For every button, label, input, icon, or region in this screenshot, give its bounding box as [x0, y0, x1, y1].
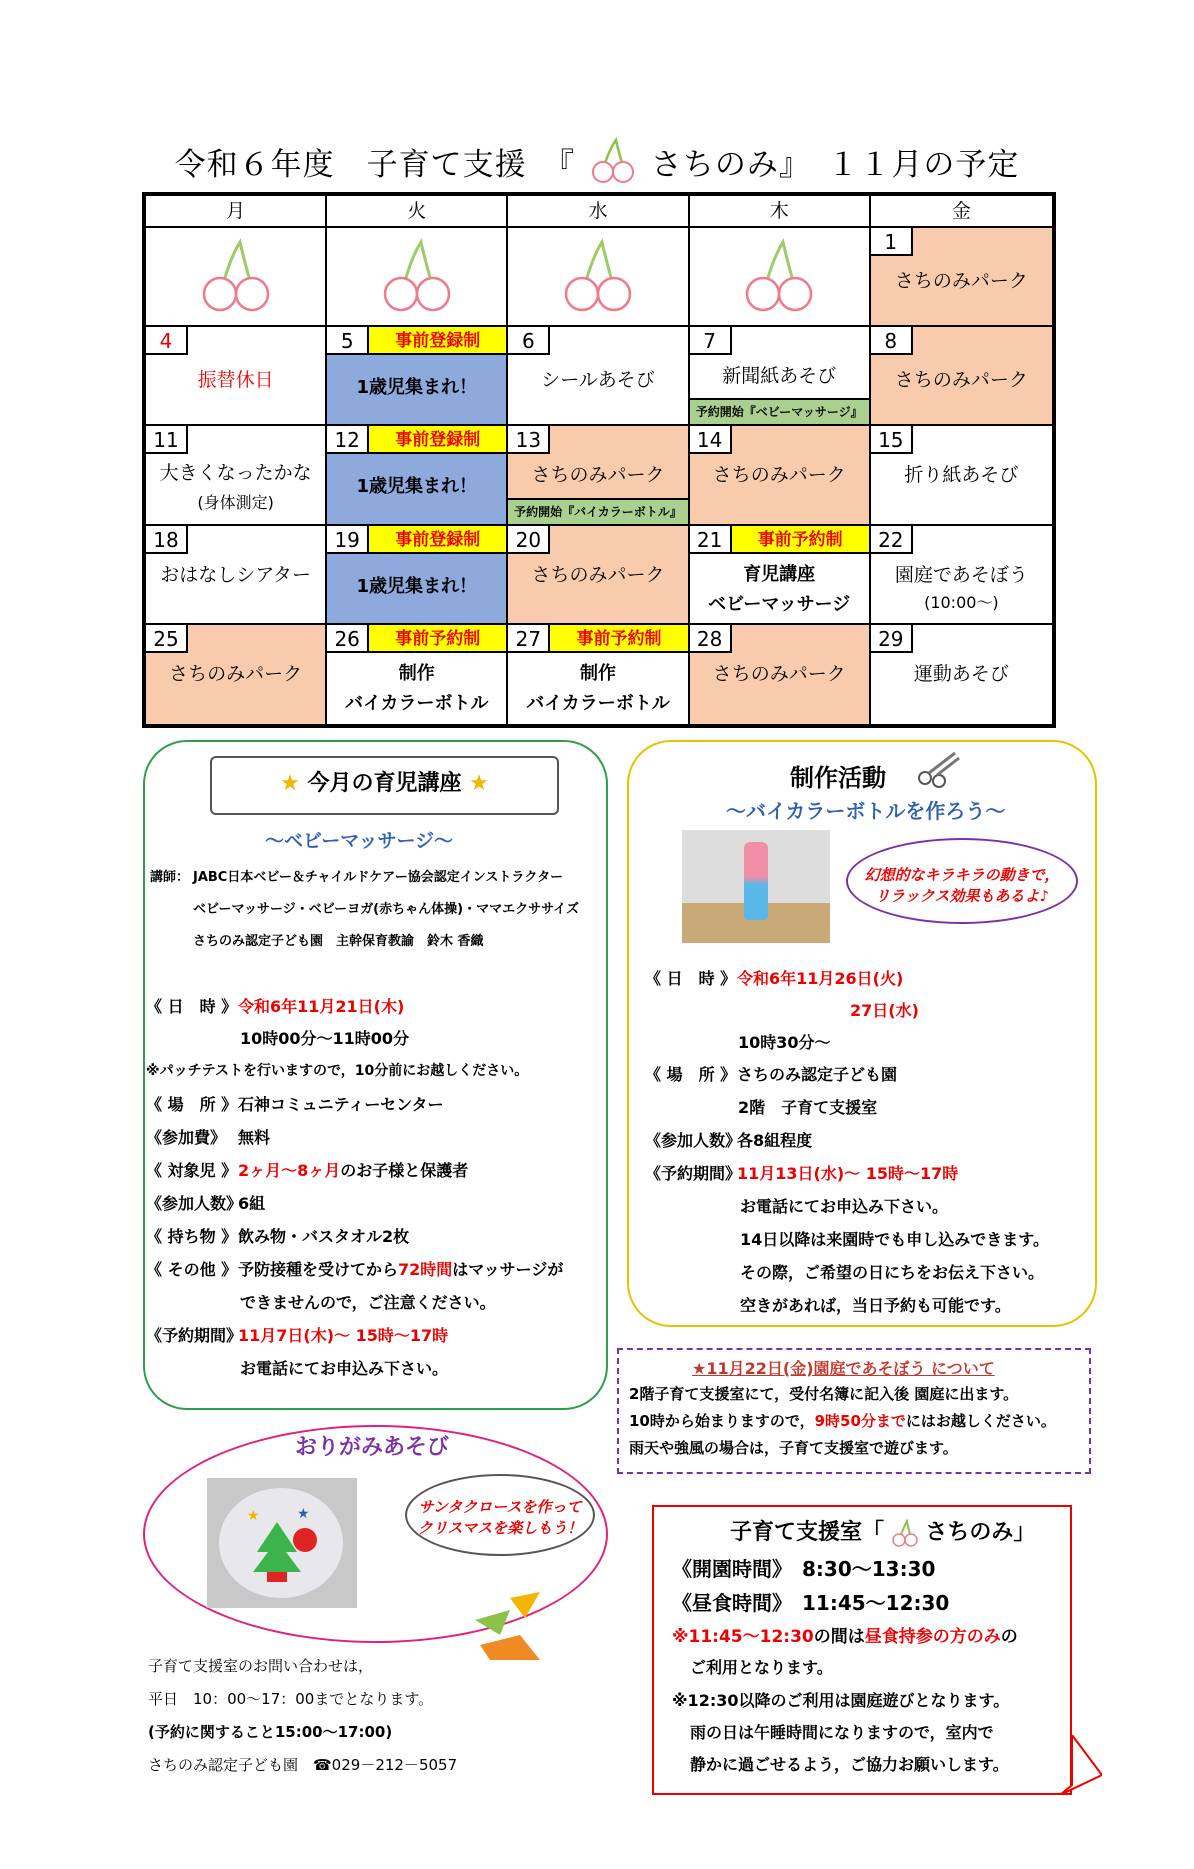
day-number: 18 [146, 526, 188, 554]
title-left: 令和６年度 子育て支援 『 [174, 146, 576, 183]
star-icon: ★ [280, 771, 300, 796]
registration-tag: 事前登録制 [369, 426, 506, 454]
event-label: 園庭であそぼう [894, 563, 1028, 586]
field-label: 《 その他 》 [146, 1260, 238, 1279]
day-number: 22 [871, 526, 913, 554]
day-number: 20 [508, 526, 550, 554]
cherry-icon [590, 136, 636, 186]
cherry-icon [377, 236, 457, 316]
event-label: 新聞紙あそび [722, 365, 837, 388]
field-label: 《参加費》 [146, 1128, 227, 1147]
lecture-subtitle: ～ベビーマッサージ～ [265, 830, 454, 852]
field-label: 《 日 時 》 [146, 997, 238, 1016]
field-label: 《 日 時 》 [645, 969, 737, 988]
instructor-line: さちのみ認定子ども園 主幹保育教諭 鈴木 香織 [193, 934, 484, 949]
lecture-reserve-2: お電話にてお申込み下さい。 [240, 1359, 449, 1378]
lecture-count: 6組 [238, 1194, 266, 1213]
christmas-tree-icon [237, 1500, 327, 1590]
registration-tag: 事前登録制 [369, 327, 506, 355]
event-label: シールあそび [541, 369, 655, 392]
room-note-1b: ご利用となります。 [690, 1658, 833, 1677]
room-title [730, 1515, 1035, 1547]
lecture-heading: 今月の育児講座 [307, 771, 462, 796]
calendar-cell [690, 327, 871, 426]
lecture-fee: 無料 [238, 1128, 271, 1147]
contact-line: 平日 10：00～17：00までとなります。 [148, 1690, 434, 1708]
weekday-fri: 金 [871, 196, 1052, 228]
field-label: 《予約期間》 [645, 1164, 742, 1183]
event-label: 大きくなったかな [159, 462, 312, 485]
lecture-time: 10時00分～11時00分 [240, 1029, 410, 1048]
event-label: 運動あそび [913, 662, 1009, 685]
calendar-cell [690, 426, 871, 525]
lecture-note: ※パッチテストを行いますので，10分前にお越しください。 [146, 1063, 529, 1079]
event-label: 1歳児集まれ！ [356, 575, 478, 597]
lecture-date-row [146, 994, 404, 1017]
svg-text:★: ★ [297, 1506, 310, 1522]
garden-line: 2階子育て支援室にて，受付名簿に記入後 園庭に出ます。 [629, 1385, 1019, 1403]
event-label: さちのみパーク [894, 270, 1028, 292]
calendar-cell-empty [690, 228, 871, 327]
reservation-tag: 事前予約制 [732, 526, 869, 554]
title-right: さちのみ』 １１月の予定 [650, 146, 1020, 183]
room-note-2: ※12:30以降のご利用は園庭遊びとなります。 [672, 1691, 1010, 1710]
event-label: さちのみパーク [894, 369, 1028, 392]
lecture-place: 石神コミュニティーセンター [238, 1095, 444, 1114]
calendar-cell [871, 228, 1052, 327]
field-label: 《 対象児 》 [146, 1161, 238, 1180]
page-title [0, 136, 1194, 186]
day-number: 28 [690, 625, 732, 653]
craft-place-2: 2階 子育て支援室 [738, 1098, 878, 1117]
day-number: 25 [146, 625, 188, 653]
field-label: 《予約期間》 [146, 1326, 243, 1345]
room-note-time: ※11:45～12:30 [672, 1627, 814, 1647]
craft-place: さちのみ認定子ども園 [737, 1065, 898, 1084]
event-sublabel: バイカラーボトル [526, 692, 670, 714]
event-sublabel: ベビーマッサージ [708, 593, 851, 615]
craft-line: 空きがあれば，当日予約も可能です。 [740, 1296, 1011, 1315]
event-label: 振替休日 [197, 369, 274, 392]
event-label: 1歳児集まれ！ [356, 377, 478, 399]
contact-line: (予約に関すること15:00～17:00) [148, 1723, 393, 1741]
cherry-icon [739, 236, 819, 316]
calendar-cell [871, 625, 1052, 724]
event-label: 1歳児集まれ！ [356, 476, 478, 498]
calendar-cell [690, 526, 871, 625]
craft-count: 各8組程度 [737, 1131, 813, 1150]
lecture-reserve: 11月7日(木)～ 15時～17時 [238, 1326, 449, 1345]
craft-line: 14日以降は来園時でも申し込みできます。 [740, 1230, 1049, 1249]
room-lunch-hours: 《昼食時間》 11:45～12:30 [672, 1591, 950, 1615]
calendar-cell [146, 426, 327, 525]
calendar-cell-empty [327, 228, 508, 327]
field-label: 《 持ち物 》 [146, 1227, 238, 1246]
cherry-icon [196, 236, 276, 316]
garden-line-time: 9時50分まで [814, 1412, 906, 1430]
calendar-cell [327, 625, 508, 724]
field-label: 《参加人数》 [645, 1131, 742, 1150]
event-label: さちのみパーク [712, 464, 846, 487]
calendar-cell [327, 426, 508, 525]
day-number: 29 [871, 625, 913, 653]
day-number: 1 [871, 228, 913, 256]
calendar-cell [146, 625, 327, 724]
garden-line: 雨天や強風の場合は，子育て支援室で遊びます。 [629, 1439, 958, 1457]
day-number: 7 [690, 327, 732, 355]
lecture-bring: 飲み物・バスタオル2枚 [238, 1227, 410, 1246]
craft-time: 10時30分～ [738, 1033, 831, 1052]
day-number: 11 [146, 426, 188, 454]
field-label: 《 場 所 》 [146, 1095, 238, 1114]
craft-date-row [645, 966, 903, 989]
room-note-4: 静かに過ごせるよう，ご協力お願いします。 [690, 1755, 1009, 1774]
lecture-other: 予防接種を受けてから [238, 1260, 399, 1279]
reservation-tag: 事前予約制 [369, 625, 506, 653]
calendar-cell-empty [146, 228, 327, 327]
day-number: 8 [871, 327, 913, 355]
craft-heading: 制作活動 [790, 764, 886, 792]
craft-reserve: 11月13日(水)～ 15時～17時 [737, 1164, 959, 1183]
garden-line [629, 1410, 1056, 1431]
instructor-line: JABC日本ベビー＆チャイルドケアー協会認定インストラクター [193, 870, 564, 885]
day-number: 26 [327, 625, 369, 653]
day-number: 6 [508, 327, 550, 355]
day-number: 27 [508, 625, 550, 653]
contact-phone: さちのみ認定子ども園 ☎029－212－5057 [148, 1756, 458, 1774]
lecture-date: 令和6年11月21日(木) [238, 997, 405, 1016]
cherry-icon [892, 1519, 918, 1547]
calendar-cell [146, 526, 327, 625]
event-label: おはなしシアター [160, 563, 311, 586]
event-label: 制作 [398, 662, 435, 684]
lecture-target: のお子様と保護者 [340, 1161, 469, 1180]
page-curl-icon [1060, 1735, 1102, 1795]
calendar-cell [327, 526, 508, 625]
weekday-thu: 木 [690, 196, 871, 228]
garden-heading: ★11月22日(金)園庭であそぼう について [692, 1359, 995, 1378]
calendar-cell [508, 526, 689, 625]
room-note-lunch: 昼食持参の方のみ [864, 1627, 1001, 1647]
calendar-cell [871, 327, 1052, 426]
craft-line: その際，ご希望の日にちをお伝え下さい。 [740, 1263, 1045, 1282]
craft-place-row [645, 1062, 897, 1085]
calendar-cell [508, 625, 689, 724]
calendar-cell [871, 426, 1052, 525]
calendar-cell [508, 327, 689, 426]
craft-subtitle: ～バイカラーボトルを作ろう～ [726, 799, 1006, 823]
lecture-target-age: 2ヶ月～8ヶ月 [238, 1161, 341, 1180]
event-label: 折り紙あそび [904, 464, 1019, 487]
paper-crane-icon [470, 1590, 555, 1665]
calendar-cell [690, 625, 871, 724]
room-open-hours: 《開園時間》 8:30～13:30 [672, 1557, 936, 1581]
instructor-label: 講師： [150, 870, 190, 885]
lecture-target-row [146, 1158, 468, 1181]
weekday-wed: 水 [508, 196, 689, 228]
origami-photo [207, 1478, 357, 1608]
day-number: 14 [690, 426, 732, 454]
weekday-mon: 月 [146, 196, 327, 228]
event-sublabel: (10:00～) [924, 592, 999, 612]
calendar [142, 192, 1056, 728]
lecture-place-row [146, 1092, 443, 1115]
event-sublabel: (身体測定) [197, 493, 274, 513]
event-label: さちのみパーク [712, 662, 846, 685]
instructor-line: ベビーマッサージ・ベビーヨガ(赤ちゃん体操)・ママエクササイズ [193, 902, 580, 917]
registration-tag: 事前登録制 [369, 526, 506, 554]
event-label: さちのみパーク [169, 662, 303, 685]
contact-line: 子育て支援室のお問い合わせは， [148, 1657, 374, 1675]
craft-date-2: 27日(水) [850, 1001, 919, 1020]
lecture-bring-row [146, 1224, 409, 1247]
calendar-cell [871, 526, 1052, 625]
svg-text:★: ★ [247, 1508, 260, 1524]
room-title-b: さちのみ」 [925, 1520, 1036, 1545]
event-label: 制作 [579, 662, 616, 684]
room-note-text: の間は [813, 1627, 865, 1647]
event-label: さちのみパーク [531, 464, 665, 487]
lecture-count-row [146, 1191, 265, 1214]
craft-line: お電話にてお申込み下さい。 [740, 1197, 949, 1216]
event-label: さちのみパーク [531, 563, 665, 586]
day-number: 19 [327, 526, 369, 554]
garden-line-a: 10時から始まりますので， [629, 1412, 815, 1430]
craft-speech-bubble: 幻想的なキラキラの動きで，リラックス効果もあるよ♪ [846, 838, 1078, 924]
lecture-fee-row [146, 1125, 270, 1148]
room-title-a: 子育て支援室「 [730, 1520, 885, 1545]
room-note-1 [672, 1622, 1018, 1647]
day-number: 4 [146, 327, 188, 355]
calendar-cell-empty [508, 228, 689, 327]
field-label: 《 場 所 》 [645, 1065, 737, 1084]
reservation-note: 予約開始『バイカラーボトル』 [508, 498, 687, 524]
reservation-tag: 事前予約制 [550, 625, 687, 653]
calendar-cell [508, 426, 689, 525]
event-label: 育児講座 [743, 563, 816, 585]
lecture-other-rest: はマッサージが [452, 1260, 564, 1279]
craft-reserve-row [645, 1161, 958, 1184]
garden-line-b: にはお越しください。 [905, 1412, 1056, 1430]
origami-speech-bubble: サンタクロースを作って クリスマスを楽しもう！ [405, 1474, 595, 1556]
day-number: 12 [327, 426, 369, 454]
craft-count-row [645, 1128, 812, 1151]
calendar-cell [327, 327, 508, 426]
lecture-other-2: できませんので，ご注意ください。 [240, 1293, 496, 1312]
day-number: 13 [508, 426, 550, 454]
day-number: 21 [690, 526, 732, 554]
reservation-note: 予約開始『ベビーマッサージ』 [690, 398, 869, 424]
craft-date: 令和6年11月26日(火) [737, 969, 904, 988]
calendar-cell [146, 327, 327, 426]
lecture-reserve-row [146, 1323, 448, 1346]
origami-heading: おりがみあそび [295, 1435, 450, 1460]
field-label: 《参加人数》 [146, 1194, 243, 1213]
lecture-heading-banner [210, 756, 559, 815]
lecture-other-row [146, 1257, 563, 1280]
day-number: 5 [327, 327, 369, 355]
weekday-tue: 火 [327, 196, 508, 228]
cherry-icon [558, 236, 638, 316]
bicolor-bottle-photo [682, 830, 830, 943]
event-sublabel: バイカラーボトル [345, 692, 489, 714]
day-number: 15 [871, 426, 913, 454]
room-note-text: の [1000, 1627, 1018, 1647]
scissors-icon [915, 748, 965, 788]
star-icon: ★ [469, 771, 489, 796]
room-note-3: 雨の日は午睡時間になりますので，室内で [690, 1723, 994, 1742]
lecture-other-hours: 72時間 [398, 1260, 453, 1279]
